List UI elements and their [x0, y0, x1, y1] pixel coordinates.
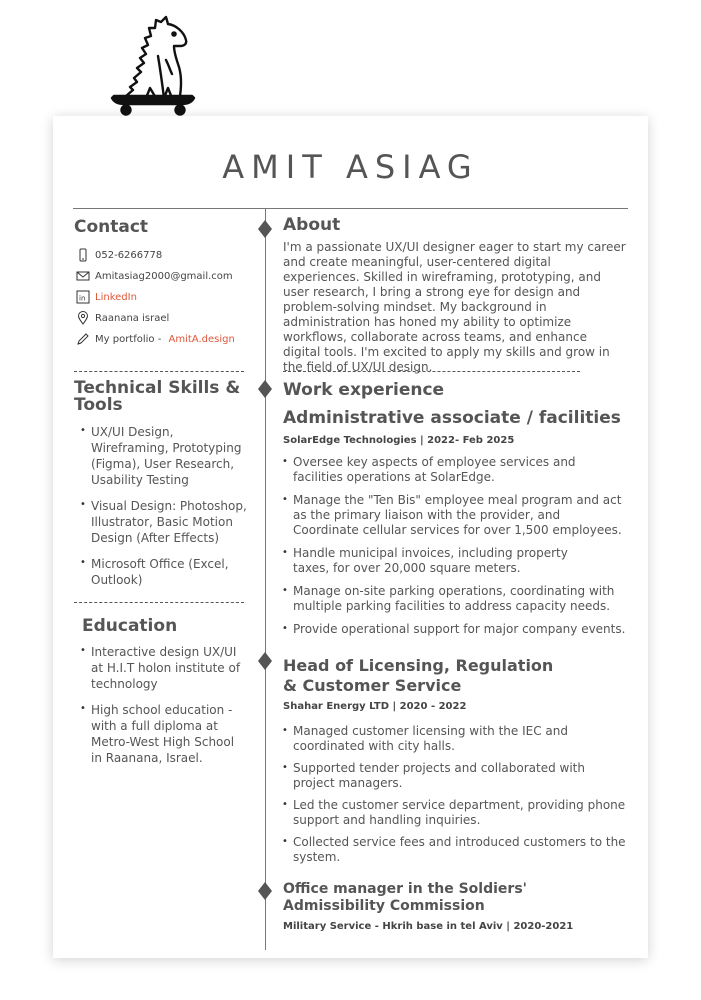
education-list	[77, 644, 242, 776]
list-item: • Led the customer service department, providing phone support and handling inquiries.	[280, 798, 638, 828]
contact-phone: 052-6266778	[76, 247, 162, 263]
skills-list	[77, 424, 247, 598]
resume-name: AMIT ASIAG	[222, 148, 479, 186]
pen-icon	[76, 332, 90, 346]
header-divider	[73, 208, 628, 209]
linkedin-icon	[76, 290, 90, 304]
education-heading: Education	[82, 616, 178, 636]
contact-portfolio: My portfolio - AmitA.design	[76, 331, 235, 347]
list-item: • Supported tender projects and collaborated with project managers.	[280, 761, 603, 791]
timeline-diamond-job2	[258, 652, 272, 670]
timeline-diamond-work	[258, 380, 272, 398]
job-meta: Shahar Energy LTD | 2020 - 2022	[283, 701, 467, 712]
left-divider-1	[74, 371, 244, 372]
portfolio-link[interactable]: AmitA.design	[168, 333, 235, 345]
list-item: • Oversee key aspects of employee services and facilities operations at SolarEdge.	[280, 455, 583, 485]
list-item: • Manage the "Ten Bis" employee meal program and act as the primary liaison with the provider, and Coordinate cellular services for over 1,500 employees.	[280, 493, 623, 538]
list-item: • Collected service fees and introduced customers to the system.	[280, 835, 641, 865]
job-title: Office manager in the Soldiers' Admissibility Commission	[283, 881, 527, 914]
svg-text:in: in	[79, 294, 86, 303]
job-meta: Military Service - Hkrih base in tel Aviv | 2020-2021	[283, 921, 574, 932]
location-pin-icon	[76, 311, 90, 325]
about-divider	[283, 371, 580, 372]
phone-icon	[76, 248, 90, 262]
list-item: • Managed customer licensing with the IEC and coordinated with city halls.	[280, 724, 583, 754]
timeline-diamond-about	[258, 220, 272, 238]
contact-location: Raanana israel	[76, 310, 169, 326]
job-meta: SolarEdge Technologies | 2022- Feb 2025	[283, 435, 515, 446]
list-item: • High school education - with a full diploma at Metro-West High School in Raanana, Israel.	[77, 702, 242, 766]
timeline-line	[265, 209, 266, 950]
job-title: Head of Licensing, Regulation & Customer Service	[283, 656, 554, 695]
job-bullets	[280, 724, 630, 865]
list-item: • Interactive design UX/UI at H.I.T holon institute of technology	[77, 644, 242, 692]
skills-heading: Technical Skills & Tools	[74, 378, 241, 415]
linkedin-link[interactable]: LinkedIn	[95, 291, 137, 303]
list-item: • Manage on-site parking operations, coordinating with multiple parking facilities to address capacity needs.	[280, 584, 623, 614]
about-text: I'm a passionate UX/UI designer eager to start my career and create meaningful, user-centered digital experiences. Skilled in wireframing, prototyping, and user research, I bring a strong eye for design and problem-solving mindset. My background in administration has honed my ability to optimize workflows, collaborate across teams, and enhance digital tools. I'm excited to apply my skills and grow in the field of UX/UI design.	[283, 240, 626, 374]
contact-email[interactable]: Amitasiag2000@gmail.com	[76, 268, 233, 284]
job-bullets	[280, 455, 630, 637]
contact-linkedin[interactable]	[76, 289, 137, 305]
mail-icon	[76, 269, 90, 283]
list-item: • UX/UI Design, Wireframing, Prototyping (Figma), User Research, Usability Testing	[77, 424, 247, 488]
contact-heading: Contact	[74, 217, 149, 237]
list-item: • Microsoft Office (Excel, Outlook)	[77, 556, 247, 588]
about-heading: About	[283, 215, 341, 235]
list-item: • Provide operational support for major company events.	[280, 622, 638, 637]
list-item: • Visual Design: Photoshop, Illustrator, Basic Motion Design (After Effects)	[77, 498, 247, 546]
list-item: • Handle municipal invoices, including property taxes, for over 20,000 square meters.	[280, 546, 603, 576]
work-heading: Work experience	[283, 380, 445, 400]
job-title: Administrative associate / facilities	[283, 408, 621, 428]
dinosaur-skateboard-illustration	[106, 12, 198, 118]
left-divider-2	[74, 602, 244, 603]
timeline-diamond-job3	[258, 882, 272, 900]
